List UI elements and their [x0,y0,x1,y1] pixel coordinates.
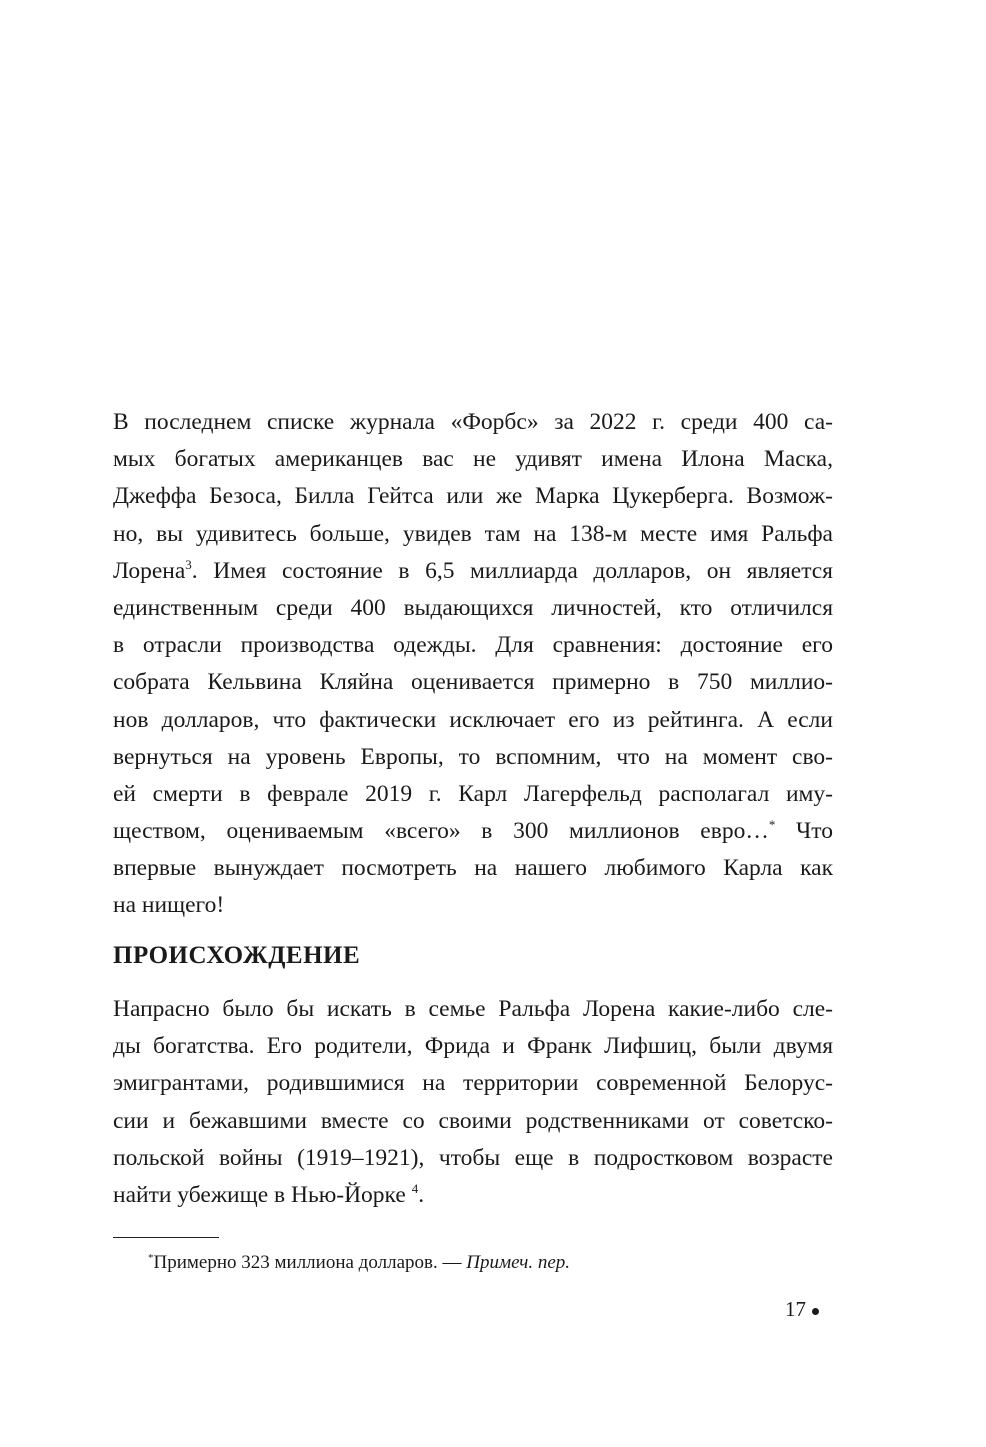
text-line [113,516,833,553]
line-text: ей смерти в феврале 2019 г. Карл Лагерфельд располагал иму- [113,780,833,807]
footnote-note: Примеч. пер. [466,1252,571,1273]
line-text: сии и бежавшими вместе со своими родственниками от советско- [113,1107,833,1134]
line-text: В последнем списке журнала «Форбс» за 2022 г. среди 400 са- [113,409,833,435]
text-line [113,1140,833,1177]
line-text: но, вы удивитесь больше, увидев там на 138-м месте имя Ральфа [113,520,833,547]
page-number [785,1297,819,1322]
text-line [113,664,833,701]
text-line [113,478,833,515]
line-text: Напрасно было бы искать в семье Ральфа Лорена какие-либо сле- [113,996,833,1022]
footnote-mark: * [148,1252,154,1264]
text-line [113,627,833,664]
line-text: на нищего! [113,892,225,919]
section-heading: ПРОИСХОЖДЕНИЕ [113,942,361,969]
line-text: Лорена [113,557,186,584]
text-line [113,991,833,1028]
text-line [113,404,833,441]
line-text: . Имея состояние в 6,5 миллиарда долларов, он является [191,557,833,584]
text-line [113,553,833,590]
page-number-text: 17 [785,1297,806,1321]
line-text: Джеффа Безоса, Билла Гейтса или же Марка Цукерберга. Возмож- [113,483,833,510]
bullet-icon [812,1308,819,1315]
line-text: ществом, оцениваемым «всего» в 300 миллионов евро… [113,818,769,845]
line-text: найти убежище в Нью-Йорке [113,1181,412,1208]
text-line [113,739,833,776]
line-text: впервые вынуждает посмотреть на нашего любимого Карла как [113,855,833,882]
line-text: собрата Кельвина Кляйна оценивается примерно в 750 миллио- [113,669,833,696]
footnote-reference: 4 [411,1180,419,1196]
paragraph-1 [113,404,833,925]
line-text: ды богатства. Его родители, Фрида и Франк Лифшиц, были двумя [113,1033,833,1060]
line-text: вернуться на уровень Европы, то вспомним, что на момент сво- [113,743,833,770]
line-text: польской войны (1919–1921), чтобы еще в подростковом возрасте [113,1144,833,1171]
line-text: нов долларов, что фактически исключает его из рейтинга. А если [113,706,833,733]
text-line [113,813,833,850]
text-line [113,1103,833,1140]
text-line [113,1177,833,1214]
text-line [113,702,833,739]
line-text: единственным среди 400 выдающихся личностей, кто отличился [113,594,833,621]
text-line [113,1065,833,1102]
line-text: Что [775,818,833,845]
text-line [113,441,833,478]
text-line [113,776,833,813]
line-text: в отрасли производства одежды. Для сравнения: достояние его [113,632,833,659]
footnote-reference: 3 [185,556,192,572]
footnote-text: Примерно 323 миллиона долларов. — [153,1252,467,1273]
text-line [113,850,833,887]
line-text: . [418,1181,425,1208]
line-text: мых богатых американцев вас не удивят имена Илона Маска, [113,446,833,473]
text-line [113,887,833,924]
paragraph-2 [113,991,833,1214]
line-text: эмигрантами, родившимися на территории современной Белорус- [113,1070,833,1097]
text-line [113,1028,833,1065]
footnote [148,1252,570,1274]
footnote-divider [113,1237,219,1238]
footnote-reference: * [768,817,776,833]
text-line [113,590,833,627]
